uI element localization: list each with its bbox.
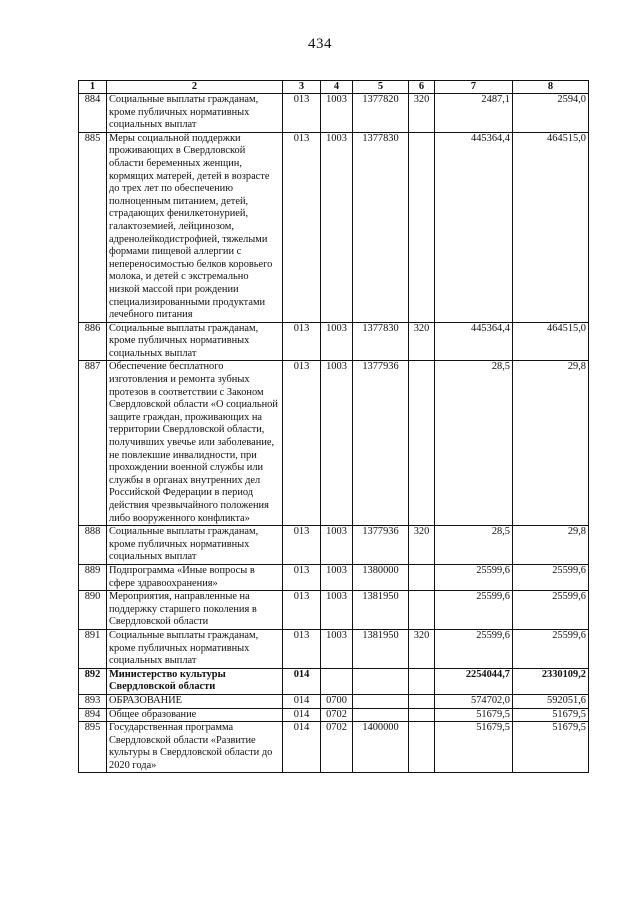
row-number: 889 <box>79 564 107 590</box>
header-cell: 6 <box>409 81 435 94</box>
col-6-code <box>409 564 435 590</box>
row-name: Социальные выплаты гражданам, кроме публичных нормативных социальных выплат <box>107 322 283 361</box>
row-number: 892 <box>79 668 107 694</box>
row-name: ОБРАЗОВАНИЕ <box>107 694 283 708</box>
page-number: 434 <box>308 36 332 52</box>
col-6-code <box>409 132 435 322</box>
col-4-code: 0702 <box>321 722 353 773</box>
table-row <box>79 564 589 590</box>
col-8-amount: 51679,5 <box>513 708 589 722</box>
col-3-code: 014 <box>283 668 321 694</box>
table-row <box>79 132 589 322</box>
table-row <box>79 668 589 694</box>
col-4-code: 1003 <box>321 361 353 526</box>
table-row <box>79 722 589 773</box>
col-7-amount: 28,5 <box>435 361 513 526</box>
col-3-code: 013 <box>283 629 321 668</box>
col-5-code: 1377936 <box>353 526 409 565</box>
col-8-amount: 25599,6 <box>513 564 589 590</box>
col-5-code: 1377830 <box>353 322 409 361</box>
col-3-code: 014 <box>283 694 321 708</box>
col-3-code: 014 <box>283 722 321 773</box>
col-3-code: 013 <box>283 361 321 526</box>
col-8-amount: 464515,0 <box>513 322 589 361</box>
header-cell: 1 <box>79 81 107 94</box>
col-4-code: 1003 <box>321 591 353 630</box>
col-7-amount: 445364,4 <box>435 322 513 361</box>
col-3-code: 013 <box>283 564 321 590</box>
col-8-amount: 29,8 <box>513 526 589 565</box>
col-8-amount: 25599,6 <box>513 629 589 668</box>
col-7-amount: 51679,5 <box>435 708 513 722</box>
header-row <box>79 81 589 94</box>
row-number: 893 <box>79 694 107 708</box>
col-6-code: 320 <box>409 94 435 133</box>
col-4-code <box>321 668 353 694</box>
col-4-code: 1003 <box>321 526 353 565</box>
col-5-code: 1380000 <box>353 564 409 590</box>
header-cell: 4 <box>321 81 353 94</box>
col-6-code <box>409 722 435 773</box>
col-8-amount: 29,8 <box>513 361 589 526</box>
col-4-code: 1003 <box>321 629 353 668</box>
table-row <box>79 322 589 361</box>
row-number: 895 <box>79 722 107 773</box>
col-3-code: 013 <box>283 591 321 630</box>
col-7-amount: 445364,4 <box>435 132 513 322</box>
col-7-amount: 2487,1 <box>435 94 513 133</box>
col-5-code <box>353 708 409 722</box>
row-name: Социальные выплаты гражданам, кроме публичных нормативных социальных выплат <box>107 526 283 565</box>
table-row <box>79 629 589 668</box>
table-row <box>79 361 589 526</box>
col-6-code <box>409 708 435 722</box>
col-7-amount: 2254044,7 <box>435 668 513 694</box>
table-row <box>79 94 589 133</box>
col-6-code: 320 <box>409 526 435 565</box>
col-6-code <box>409 361 435 526</box>
col-5-code: 1381950 <box>353 591 409 630</box>
row-number: 894 <box>79 708 107 722</box>
col-8-amount: 464515,0 <box>513 132 589 322</box>
col-7-amount: 25599,6 <box>435 629 513 668</box>
col-5-code: 1377830 <box>353 132 409 322</box>
header-cell: 5 <box>353 81 409 94</box>
col-6-code <box>409 694 435 708</box>
col-5-code: 1381950 <box>353 629 409 668</box>
budget-table <box>78 80 589 773</box>
table-row <box>79 708 589 722</box>
row-name: Обеспечение бесплатного изготовления и ремонта зубных протезов в соответствии с Законом Свердловской области «О социальной защите граждан, проживающих на территории Свердловской области, получивших увечье или заболевание, не повлекшие инвалидности, при прохождении военной службы или службы в органах внутренних дел Российской Федерации в период действия чрезвычайного положения либо вооруженного конфликта» <box>107 361 283 526</box>
header-cell: 3 <box>283 81 321 94</box>
row-number: 890 <box>79 591 107 630</box>
row-name: Социальные выплаты гражданам, кроме публичных нормативных социальных выплат <box>107 94 283 133</box>
col-5-code <box>353 668 409 694</box>
table-row <box>79 591 589 630</box>
col-6-code: 320 <box>409 322 435 361</box>
col-4-code: 0700 <box>321 694 353 708</box>
row-name: Мероприятия, направленные на поддержку старшего поколения в Свердловской области <box>107 591 283 630</box>
col-5-code <box>353 694 409 708</box>
col-8-amount: 2330109,2 <box>513 668 589 694</box>
col-5-code: 1377936 <box>353 361 409 526</box>
row-name: Министерство культуры Свердловской области <box>107 668 283 694</box>
col-6-code <box>409 591 435 630</box>
col-8-amount: 2594,0 <box>513 94 589 133</box>
col-3-code: 014 <box>283 708 321 722</box>
table-row <box>79 526 589 565</box>
col-7-amount: 574702,0 <box>435 694 513 708</box>
col-5-code: 1377820 <box>353 94 409 133</box>
row-number: 886 <box>79 322 107 361</box>
col-8-amount: 51679,5 <box>513 722 589 773</box>
row-number: 885 <box>79 132 107 322</box>
col-6-code: 320 <box>409 629 435 668</box>
row-number: 887 <box>79 361 107 526</box>
row-name: Общее образование <box>107 708 283 722</box>
row-name: Подпрограмма «Иные вопросы в сфере здравоохранения» <box>107 564 283 590</box>
row-number: 884 <box>79 94 107 133</box>
row-name: Государственная программа Свердловской области «Развитие культуры в Свердловской области до 2020 года» <box>107 722 283 773</box>
col-3-code: 013 <box>283 132 321 322</box>
col-7-amount: 25599,6 <box>435 591 513 630</box>
row-number: 891 <box>79 629 107 668</box>
col-4-code: 1003 <box>321 132 353 322</box>
row-name: Меры социальной поддержки проживающих в Свердловской области беременных женщин, кормящих матерей, детей в возрасте до трех лет по обеспечению полноценным питанием, детей, страдающих фенилкетонурией, галактоземией, лейцинозом, адренолейкодистрофией, тяжелыми формами пищевой аллергии с непереносимостью белков коровьего молока, и детей с экстремально низкой массой при рождении специализированными продуктами лечебного питания <box>107 132 283 322</box>
table-row <box>79 694 589 708</box>
col-5-code: 1400000 <box>353 722 409 773</box>
row-number: 888 <box>79 526 107 565</box>
col-4-code: 1003 <box>321 564 353 590</box>
col-7-amount: 51679,5 <box>435 722 513 773</box>
col-3-code: 013 <box>283 94 321 133</box>
header-cell: 7 <box>435 81 513 94</box>
col-7-amount: 28,5 <box>435 526 513 565</box>
col-7-amount: 25599,6 <box>435 564 513 590</box>
col-8-amount: 25599,6 <box>513 591 589 630</box>
col-3-code: 013 <box>283 322 321 361</box>
col-6-code <box>409 668 435 694</box>
col-3-code: 013 <box>283 526 321 565</box>
row-name: Социальные выплаты гражданам, кроме публичных нормативных социальных выплат <box>107 629 283 668</box>
col-8-amount: 592051,6 <box>513 694 589 708</box>
col-4-code: 1003 <box>321 94 353 133</box>
header-cell: 2 <box>107 81 283 94</box>
col-4-code: 0702 <box>321 708 353 722</box>
col-4-code: 1003 <box>321 322 353 361</box>
header-cell: 8 <box>513 81 589 94</box>
